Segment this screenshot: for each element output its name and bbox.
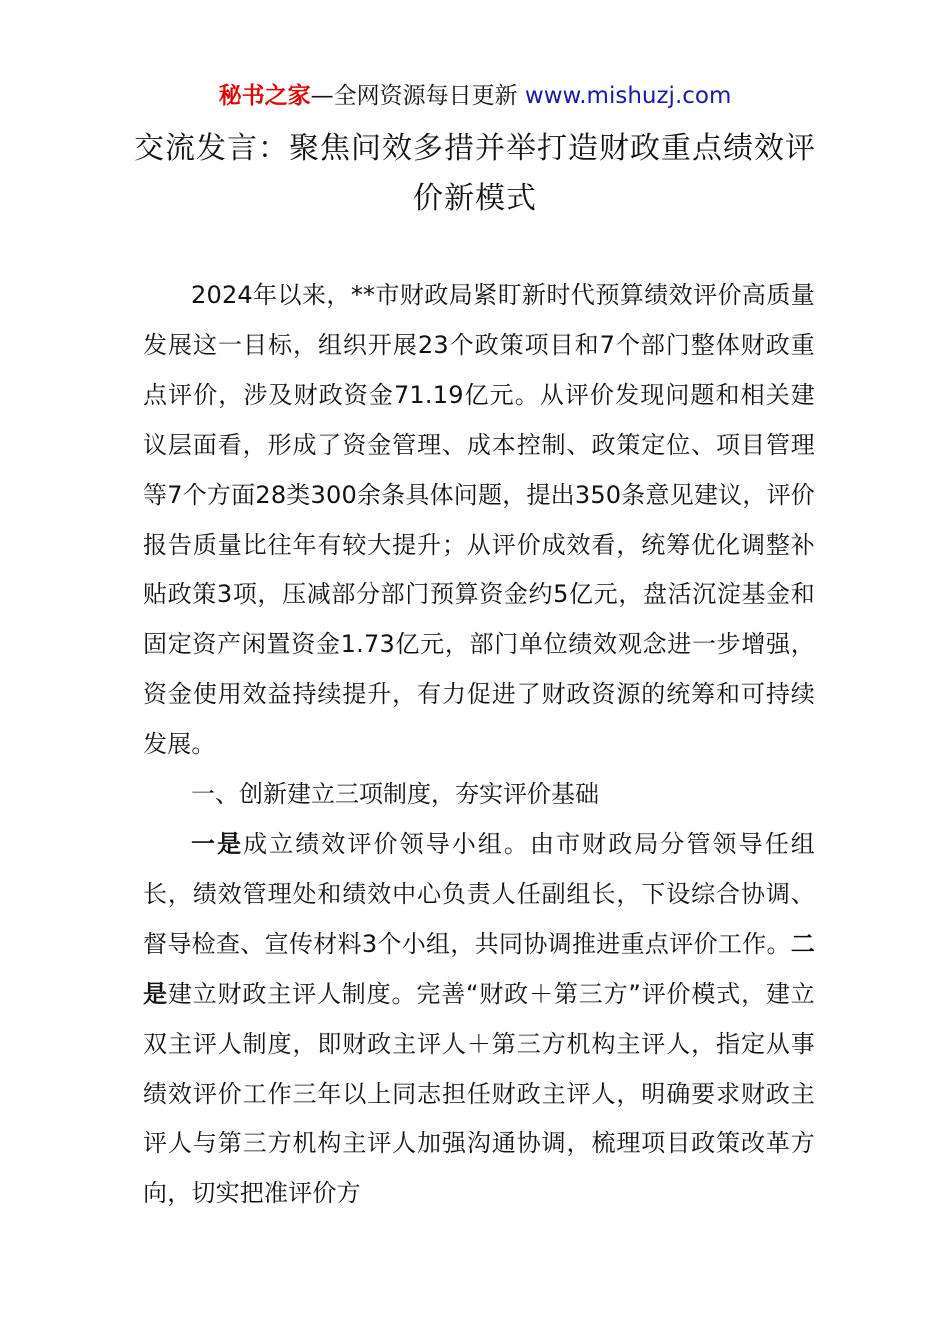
paragraph-text-second: 建立财政主评人制度。完善“财政＋第三方”评价模式，建立双主评人制度，即财政主评人＋第三方机构主评人，指定从事绩效评价工作三年以上同志担任财政主评人，明确要求财政主评人与第三方机构主评人加强沟通协调，梳理项目政策改革方向，切实把准评价方: [143, 979, 816, 1208]
header-tagline: —全网资源每日更新: [310, 83, 518, 109]
brand-name: 秘书之家: [218, 83, 311, 109]
intro-paragraph: 2024年以来，**市财政局紧盯新时代预算绩效评价高质量发展这一目标，组织开展23个政策项目和7个部门整体财政重点评价，涉及财政资金71.19亿元。从评价发现问题和相关建议层面看，形成了资金管理、成本控制、政策定位、项目管理等7个方面28类300余条具体问题，提出350条意见建议，评价报告质量比往年有较大提升；从评价成效看，统筹优化调整补贴政策3项，压减部分部门预算资金约5亿元，盘活沉淀基金和固定资产闲置资金1.73亿元，部门单位绩效观念进一步增强，资金使用效益持续提升，有力促进了财政资源的统筹和可持续发展。: [143, 281, 815, 759]
section-paragraph: [143, 820, 815, 1219]
site-header: [0, 80, 950, 112]
section-heading: 一、创新建立三项制度，夯实评价基础: [191, 780, 599, 809]
lead-marker-second: 二是: [143, 929, 815, 1008]
document-body: [143, 271, 815, 1219]
document-title: 交流发言：聚焦问效多措并举打造财政重点绩效评价新模式: [134, 131, 816, 216]
lead-marker-first: 一是: [191, 829, 244, 858]
site-url-link[interactable]: www.mishuzj.com: [524, 83, 732, 109]
paragraph-text-first: 成立绩效评价领导小组。由市财政局分管领导任组长，绩效管理处和绩效中心负责人任副组长，下设综合协调、督导检查、宣传材料3个小组，共同协调推进重点评价工作。: [143, 829, 815, 958]
